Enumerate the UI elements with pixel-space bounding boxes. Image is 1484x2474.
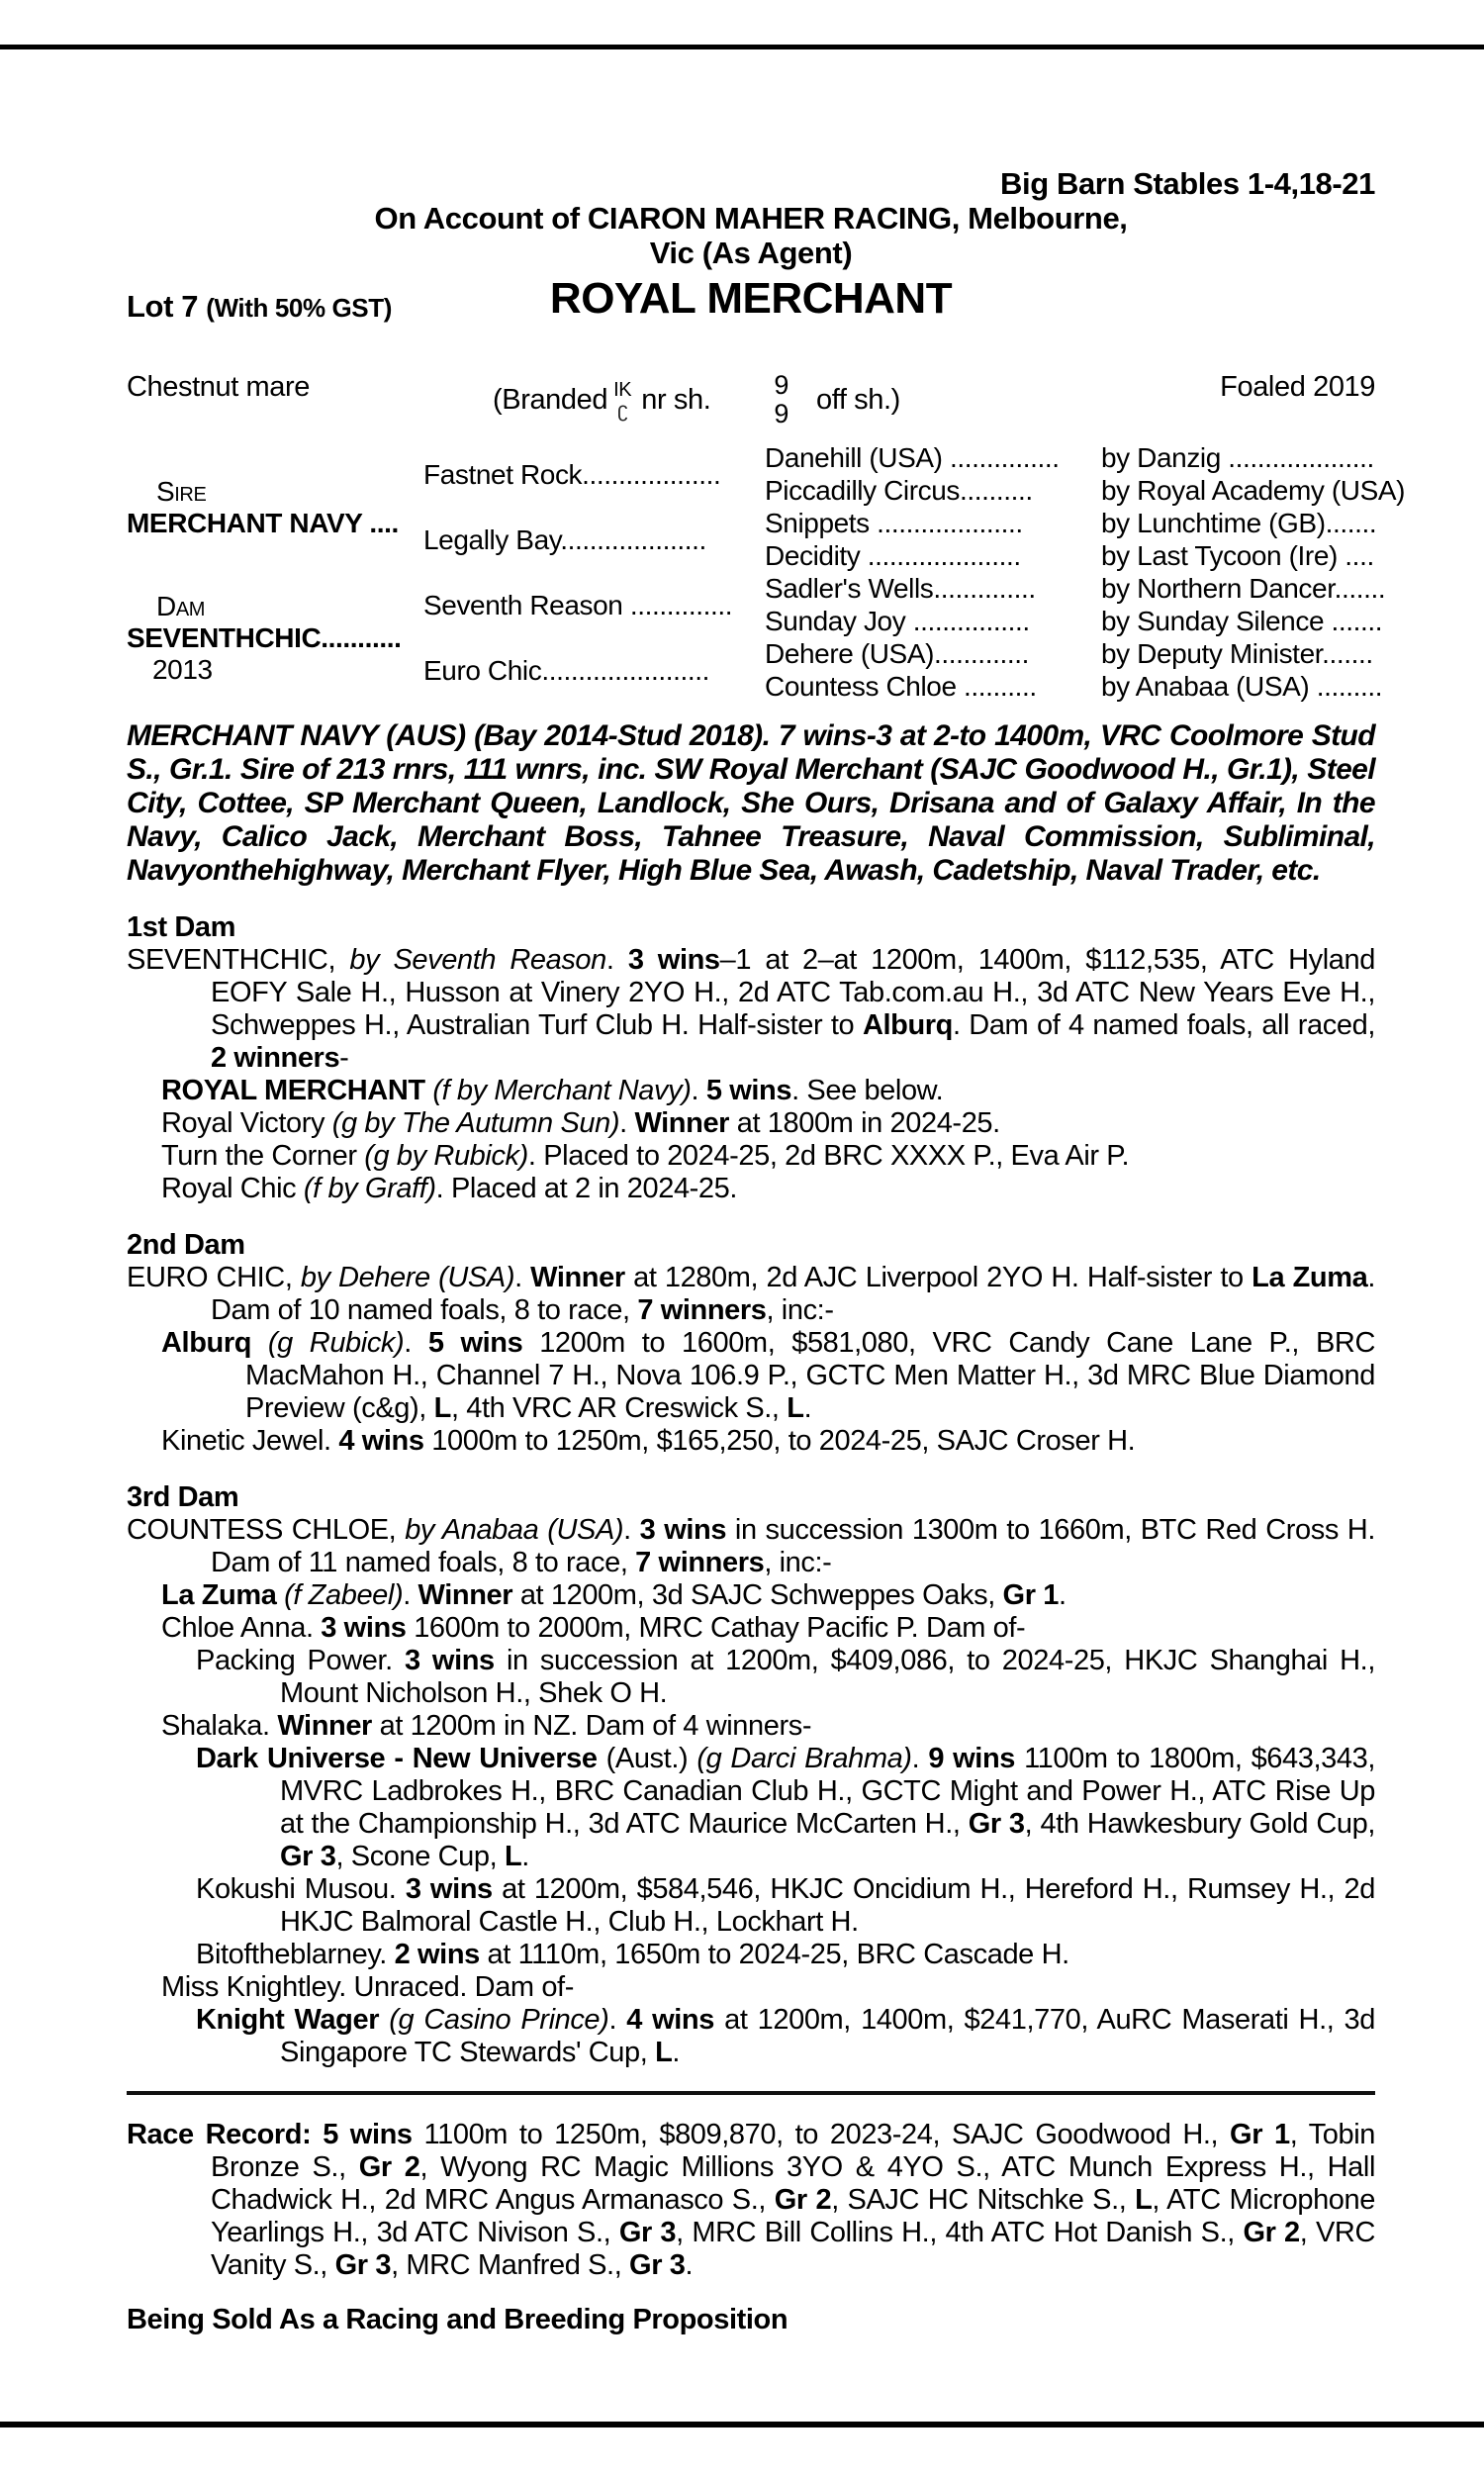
grandfoal-entry: Bitoftheblarney. 2 wins at 1110m, 1650m to 2024-25, BRC Cascade H.	[196, 1939, 1069, 1970]
sire-label: Sire	[156, 476, 207, 507]
brand-mark	[613, 380, 631, 421]
gen3-by: by Anabaa (USA) .........	[1101, 671, 1383, 702]
gst-note: (With 50% GST)	[206, 293, 392, 323]
dam-entry: COUNTESS CHLOE, by Anabaa (USA). 3 wins in succession 1300m to 1660m, BTC Red Cross H. Dam of 11 named foals, 8 to race, 7 winners, inc:-	[127, 1514, 1375, 1578]
sire-summary-note: MERCHANT NAVY (AUS) (Bay 2014-Stud 2018). 7 wins-3 at 2-to 1400m, VRC Coolmore Stud S., Gr.1. Sire of 213 rnrs, 111 wnrs, inc. SW Royal Merchant (SAJC Goodwood H., Gr.1), Steel City, Cottee, SP Merchant Queen, Landlock, She Ours, Drisana and of Galaxy Affair, In the Navy, Calico Jack, Merchant Boss, Tahnee Treasure, Naval Commission, Subliminal, Navyonthehighway, Merchant Flyer, High Blue Sea, Awash, Cadetship, Naval Trader, etc.	[127, 719, 1375, 887]
foal-entry: Chloe Anna. 3 wins 1600m to 2000m, MRC Cathay Pacific P. Dam of-	[161, 1612, 1026, 1644]
branded-label: (Branded	[493, 383, 608, 416]
foaled-year: Foaled 2019	[1220, 371, 1375, 403]
gen3-name: Dehere (USA).............	[765, 638, 1029, 669]
foal-entry: Alburq (g Rubick). 5 wins 1200m to 1600m, $581,080, VRC Candy Cane Lane P., BRC MacMahon H., Channel 7 H., Nova 106.9 P., GCTC Men Matter H., 3d MRC Blue Diamond Preview (c&g), L, 4th VRC AR Creswick S., L.	[161, 1327, 1375, 1424]
bottom-rule	[0, 2422, 1484, 2427]
gen3-name: Sadler's Wells..............	[765, 573, 1036, 604]
pedigree-table	[127, 442, 1406, 704]
third-dam-heading: 3rd Dam	[127, 1481, 239, 1513]
first-dam-heading: 1st Dam	[127, 911, 236, 943]
off-shoulder-numbers	[774, 371, 788, 428]
grandsire-1: Fastnet Rock...................	[423, 459, 721, 490]
gen3-by: by Northern Dancer.......	[1101, 573, 1386, 604]
dam-entry: SEVENTHCHIC, by Seventh Reason. 3 wins–1 at 2–at 1200m, 1400m, $112,535, ATC Hyland EOFY Sale H., Husson at Vinery 2YO H., 2d ATC Tab.com.au H., 3d ATC New Years Eve H., Schweppes H., Australian Turf Club H. Half-sister to Alburq. Dam of 4 named foals, all raced, 2 winners-	[127, 944, 1375, 1074]
horse-name: ROYAL MERCHANT	[549, 274, 953, 323]
gen3-by: by Last Tycoon (Ire) ....	[1101, 540, 1374, 571]
sire-name: MERCHANT NAVY ....	[127, 508, 399, 538]
gen3-by: by Deputy Minister.......	[1101, 638, 1373, 669]
gen3-by: by Sunday Silence .......	[1101, 606, 1383, 636]
off-shoulder-label: off sh.)	[815, 383, 900, 416]
dam-label: Dam	[156, 591, 206, 621]
description-row	[127, 349, 1375, 428]
gen3-name: Snippets ....................	[765, 508, 1023, 538]
dam-block	[127, 573, 423, 704]
grandfoal-entry: Packing Power. 3 wins in succession at 1200m, $409,086, to 2024-25, HKJC Shanghai H., Mount Nicholson H., Shek O H.	[196, 1645, 1375, 1709]
gen3-name: Danehill (USA) ...............	[765, 442, 1060, 473]
brand-details	[493, 371, 900, 428]
foal-entry: ROYAL MERCHANT (f by Merchant Navy). 5 wins. See below.	[161, 1075, 944, 1106]
gen3-by: by Royal Academy (USA)	[1101, 475, 1406, 506]
foal-entry: Kinetic Jewel. 4 wins 1000m to 1250m, $165,250, to 2024-25, SAJC Croser H.	[161, 1425, 1136, 1457]
lot-label: Lot 7	[127, 289, 207, 324]
foal-entry: La Zuma (f Zabeel). Winner at 1200m, 3d SAJC Schweppes Oaks, Gr 1.	[161, 1579, 1067, 1611]
foal-entry: Shalaka. Winner at 1200m in NZ. Dam of 4 winners-	[161, 1710, 812, 1742]
gen3-name: Countess Chloe ..........	[765, 671, 1037, 702]
page-content	[127, 0, 1406, 2336]
account-line-2: Vic (As Agent)	[649, 236, 853, 270]
sire-block	[127, 442, 423, 573]
grandsire-3: Seventh Reason ..............	[423, 590, 733, 620]
gen3-name: Piccadilly Circus..........	[765, 475, 1033, 506]
race-record-divider	[127, 2091, 1375, 2095]
digit-bottom: 9	[774, 399, 788, 428]
gen3-by: by Danzig ....................	[1101, 442, 1374, 473]
grandfoal-entry: Kokushi Musou. 3 wins at 1200m, $584,546, HKJC Oncidium H., Hereford H., Rumsey H., 2d HKJC Balmoral Castle H., Club H., Lockhart H.	[196, 1873, 1375, 1938]
dam-entry: EURO CHIC, by Dehere (USA). Winner at 1280m, 2d AJC Liverpool 2YO H. Half-sister to La Zuma. Dam of 10 named foals, 8 to race, 7 winners, inc:-	[127, 1262, 1375, 1326]
grandfoal-entry: Knight Wager (g Casino Prince). 4 wins at 1200m, 1400m, $241,770, AuRC Maserati H., 3d Singapore TC Stewards' Cup, L.	[196, 2004, 1375, 2068]
near-shoulder-label: nr sh.	[641, 383, 711, 416]
gen3-name: Decidity .....................	[765, 540, 1021, 571]
dam-name: SEVENTHCHIC...........	[127, 622, 402, 653]
horse-description: Chestnut mare	[127, 371, 310, 403]
digit-top: 9	[774, 370, 788, 400]
second-dam-heading: 2nd Dam	[127, 1229, 245, 1261]
dam-year: 2013	[152, 654, 213, 685]
grandfoal-entry: Dark Universe - New Universe (Aust.) (g Darci Brahma). 9 wins 1100m to 1800m, $643,343, MVRC Ladbrokes H., BRC Canadian Club H., GCTC Might and Power H., ATC Rise Up at the Championship H., 3d ATC Maurice McCarten H., Gr 3, 4th Hawkesbury Gold Cup, Gr 3, Scone Cup, L.	[196, 1743, 1375, 1872]
foal-entry: Miss Knightley. Unraced. Dam of-	[161, 1971, 574, 2003]
grandsire-2: Legally Bay....................	[423, 524, 706, 555]
brand-mark-top: IK	[613, 378, 632, 401]
foal-entry: Royal Victory (g by The Autumn Sun). Winner at 1800m in 2024-25.	[161, 1107, 1000, 1139]
foal-entry: Turn the Corner (g by Rubick). Placed to 2024-25, 2d BRC XXXX P., Eva Air P.	[161, 1140, 1130, 1172]
foal-entry: Royal Chic (f by Graff). Placed at 2 in 2024-25.	[161, 1173, 738, 1204]
race-record: Race Record: 5 wins 1100m to 1250m, $809,870, to 2023-24, SAJC Goodwood H., Gr 1, Tobin Bronze S., Gr 2, Wyong RC Magic Millions 3YO & 4YO S., ATC Munch Express H., Hall Chadwick H., 2d MRC Angus Armanasco S., Gr 2, SAJC HC Nitschke S., L, ATC Microphone Yearlings H., 3d ATC Nivison S., Gr 3, MRC Bill Collins H., 4th ATC Hot Danish S., Gr 2, VRC Vanity S., Gr 3, MRC Manfred S., Gr 3.	[127, 2119, 1376, 2281]
gen3-name: Sunday Joy ................	[765, 606, 1030, 636]
account-line-1: On Account of CIARON MAHER RACING, Melbourne,	[374, 201, 1128, 236]
lot-title-row	[127, 274, 1375, 333]
consignor-line: Big Barn Stables 1-4,18-21	[1000, 166, 1375, 201]
sale-condition-note: Being Sold As a Racing and Breeding Proposition	[127, 2304, 788, 2335]
gen3-by: by Lunchtime (GB).......	[1101, 508, 1377, 538]
brand-mark-bottom: ʗ	[617, 398, 628, 422]
grandsire-4: Euro Chic.......................	[423, 655, 710, 686]
